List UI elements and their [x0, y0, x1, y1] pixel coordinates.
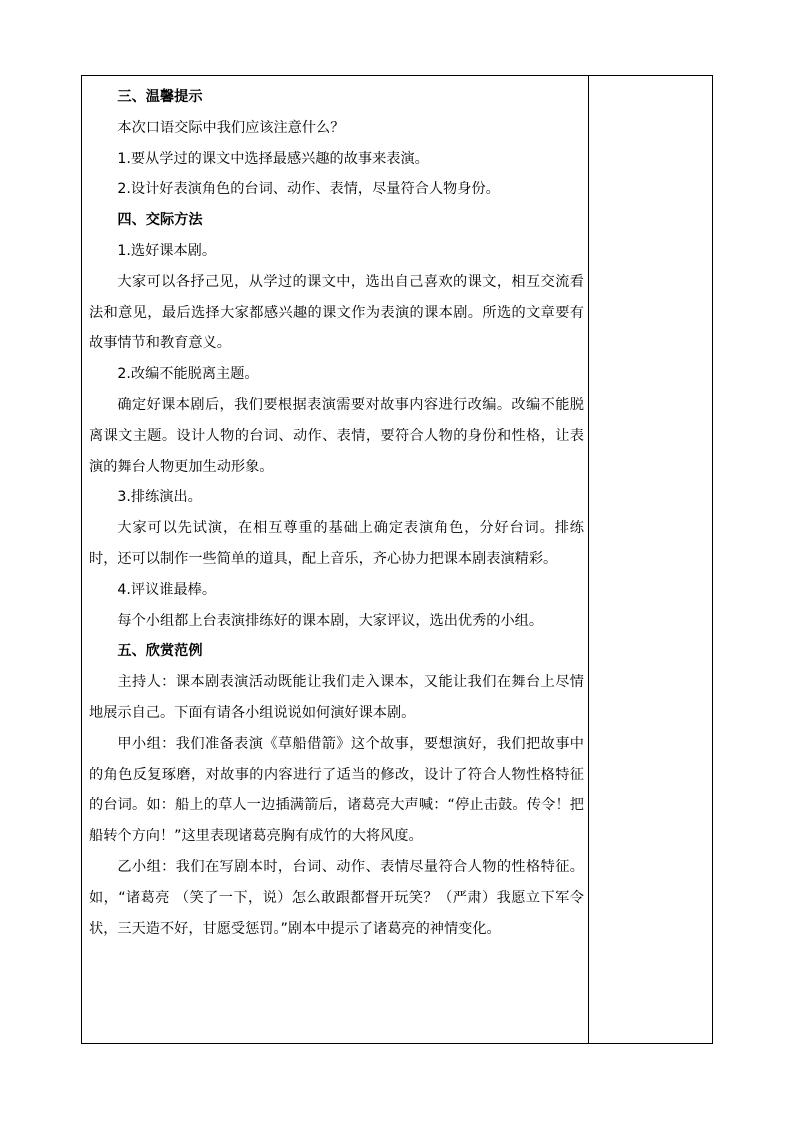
section-heading-tips: 三、温馨提示	[117, 89, 203, 105]
paragraph: 大家可以各抒己见，从学过的课文中，选出自己喜欢的课文，相互交流看法和意见，最后选择大家都感兴趣的课文作为表演的课本剧。所选的文章要有故事情节和教育意义。	[89, 273, 584, 352]
section-heading-methods: 四、交际方法	[117, 212, 203, 229]
paragraph: 2.设计好表演角色的台词、动作、表情，尽量符合人物身份。	[117, 181, 500, 198]
paragraph: 本次口语交际中我们应该注意什么？	[117, 119, 345, 136]
paragraph: 3.排练演出。	[117, 489, 202, 506]
paragraph: 4.评议谁最棒。	[117, 581, 217, 598]
paragraph: 1.要从学过的课文中选择最感兴趣的故事来表演。	[117, 150, 429, 167]
paragraph: 甲小组：我们准备表演《草船借箭》这个故事，要想演好，我们把故事中的角色反复琢磨，对故事的内容进行了适当的修改，设计了符合人物性格特征的台词。如：船上的草人一边插满箭后，诸葛亮大声喊：“停止击鼓。传令！把船转个方向！”这里表现诸葛亮胸有成竹的大将风度。	[89, 735, 584, 845]
paragraph: 确定好课本剧后，我们要根据表演需要对故事内容进行改编。改编不能脱离课文主题。设计人物的台词、动作、表情，要符合人物的身份和性格，让表演的舞台人物更加生动形象。	[89, 396, 584, 475]
paragraph: 大家可以先试演，在相互尊重的基础上确定表演角色，分好台词。排练时，还可以制作一些简单的道具，配上音乐，齐心协力把课本剧表演精彩。	[89, 520, 584, 567]
notes-cell	[589, 76, 712, 1043]
lesson-table	[81, 75, 713, 1044]
paragraph: 主持人：课本剧表演活动既能让我们走入课本，又能让我们在舞台上尽情地展示自己。下面有请各小组说说如何演好课本剧。	[89, 674, 584, 721]
paragraph: 每个小组都上台表演排练好的课本剧，大家评议，选出优秀的小组。	[117, 612, 544, 629]
paragraph: 2.改编不能脱离主题。	[117, 366, 259, 383]
section-heading-examples: 五、欣赏范例	[117, 643, 203, 660]
content-cell	[82, 76, 589, 1043]
paragraph: 乙小组：我们在写剧本时，台词、动作、表情尽量符合人物的性格特征。如，“诸葛亮 （笑了一下，说）怎么敢跟都督开玩笑？（严肃）我愿立下军令状，三天造不好，甘愿受惩罚。”剧本中提示了诸葛亮的神情变化。	[89, 858, 584, 937]
paragraph: 1.选好课本剧。	[117, 242, 217, 259]
